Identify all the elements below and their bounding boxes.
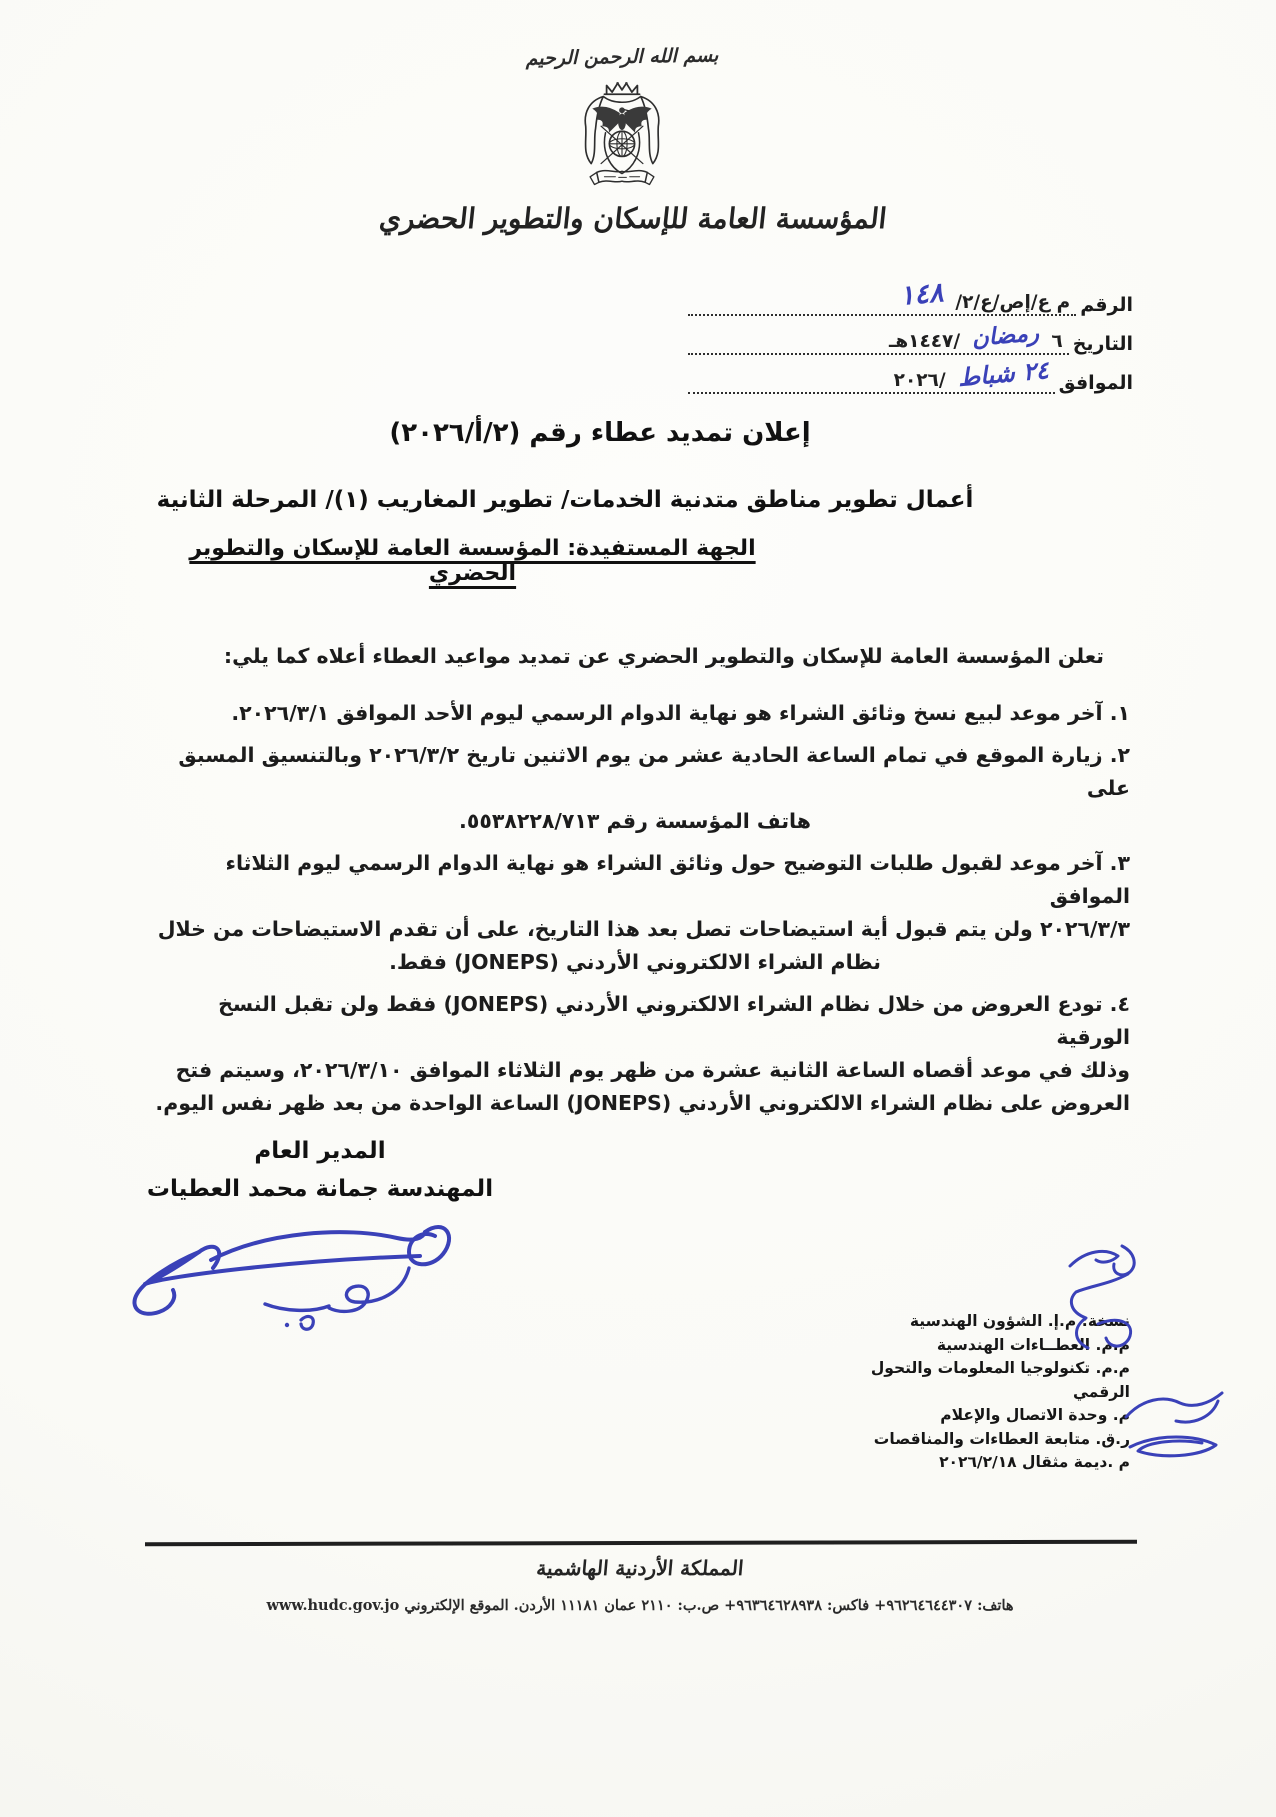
tender-subject: أعمال تطوير مناطق متدنية الخدمات/ تطوير المغاريب (١)/ المرحلة الثانية xyxy=(156,487,974,513)
list-item-3-line-2: ٢٠٢٦/٣/٣ ولن يتم قبول أية استيضاحات تصل بعد هذا التاريخ، على أن تقدم الاستيضاحات من خلال xyxy=(157,917,1130,941)
date-month-handwritten: رمضان xyxy=(970,320,1041,352)
date-day-typed: ٦ xyxy=(1051,331,1063,352)
list-item-4-line-2: وذلك في موعد أقصاه الساعة الثانية عشرة من ظهر يوم الثلاثاء الموافق ٢٠٢٦/٣/١٠، وسيتم فتح xyxy=(175,1058,1130,1082)
date-line xyxy=(688,320,1069,355)
list-item-4-line-3: العروض على نظام الشراء الالكتروني الأردني (JONEPS) الساعة الواحدة من بعد ظهر نفس اليوم. xyxy=(155,1091,1130,1115)
cc-line-6: م .ديمة مثقال ٢٠٢٦/٢/١٨ xyxy=(939,1453,1130,1471)
reference-number-row xyxy=(688,277,1133,316)
beneficiary-line: الجهة المستفيدة: المؤسسة العامة للإسكان والتطوير الحضري xyxy=(189,536,756,586)
reference-number-label: الرقم xyxy=(1080,294,1133,316)
tender-extension-title: إعلان تمديد عطاء رقم (٢/أ/٢٠٢٦) xyxy=(389,418,811,448)
footer-rule xyxy=(145,1540,1137,1546)
org-name-calligraphy: المؤسسة العامة للإسكان والتطوير الحضري xyxy=(377,202,889,235)
bismillah-calligraphy: بسم الله الرحمن الرحيم xyxy=(525,44,719,70)
cc-line-2: م.م. العطــاءات الهندسية xyxy=(936,1335,1130,1354)
list-item-2-line-2: هاتف المؤسسة رقم ٥٥٣٨٢٢٨/٧١٣. xyxy=(459,809,811,833)
cc-line-3: م.م. تكنولوجيا المعلومات والتحول الرقمي xyxy=(870,1359,1130,1401)
list-item-3-line-1: ٣. آخر موعد لقبول طلبات التوضيح حول وثائق الشراء هو نهاية الدوام الرسمي ليوم الثلاثاء الموافق xyxy=(225,851,1130,908)
list-item-3 xyxy=(140,847,1130,979)
cc-line-5: ر.ق. متابعة العطاءات والمناقصات xyxy=(873,1429,1130,1448)
signatory-name: المهندسة جمانة محمد العطيات xyxy=(146,1176,494,1202)
gregorian-handwritten: ٢٤ شباط xyxy=(956,356,1050,392)
reference-number-line xyxy=(688,277,1076,316)
list-item-2 xyxy=(140,739,1130,838)
gregorian-line xyxy=(688,356,1055,394)
reference-number-handwritten: ١٤٨ xyxy=(898,277,945,312)
list-item-2-line-1: ٢. زيارة الموقع في تمام الساعة الحادية عشر من يوم الاثنين تاريخ ٢٠٢٦/٣/٢ وبالتنسيق المسبق على xyxy=(178,743,1130,800)
date-hijri-year-typed: /١٤٤٧هـ xyxy=(889,331,961,352)
hijri-date-row xyxy=(688,320,1133,355)
cc-line-4: م. وحدة الاتصال والإعلام xyxy=(940,1406,1130,1424)
signatory-title: المدير العام xyxy=(254,1138,386,1164)
intro-paragraph: تعلن المؤسسة العامة للإسكان والتطوير الحضري عن تمديد مواعيد العطاء أعلاه كما يلي: xyxy=(223,644,1104,668)
initials-ink-lower xyxy=(1118,1383,1233,1475)
jordan-coat-of-arms-icon xyxy=(566,80,678,190)
kingdom-name: المملكة الأردنية الهاشمية xyxy=(535,1556,745,1580)
cc-line-1: نسخة: م.إ. الشؤون الهندسية xyxy=(909,1312,1130,1330)
date-label: التاريخ xyxy=(1072,333,1133,355)
reference-number-typed: م ع/إص/ع/٢/ xyxy=(955,292,1071,313)
list-item-4-line-1: ٤. تودع العروض من خلال نظام الشراء الالكتروني الأردني (JONEPS) فقط ولن تقبل النسخ الورقية xyxy=(218,992,1130,1049)
gregorian-year-typed: /٢٠٢٦ xyxy=(893,370,946,391)
gregorian-label: الموافق xyxy=(1058,372,1133,394)
tender-dates-list xyxy=(140,697,1130,1129)
footer-contact-line: هاتف: ٩٦٢٦٤٦٤٤٣٠٧+ فاكس: ٩٦٣٦٤٦٢٨٩٣٨+ ص.ب: ٢١١٠ عمان ١١١٨١ الأردن. الموقع الإلكتروني www.hudc.gov.jo xyxy=(266,1597,1014,1614)
initials-ink-upper xyxy=(1062,1240,1157,1360)
list-item-1-line-1: ١. آخر موعد لبيع نسخ وثائق الشراء هو نهاية الدوام الرسمي ليوم الأحد الموافق ٢٠٢٦/٣/١. xyxy=(231,701,1130,725)
gregorian-date-row xyxy=(688,356,1133,394)
list-item-4 xyxy=(140,988,1130,1120)
director-signature-ink xyxy=(115,1212,455,1332)
reference-block xyxy=(688,277,1133,401)
list-item-1 xyxy=(140,697,1130,730)
list-item-3-line-3: نظام الشراء الالكتروني الأردني (JONEPS) فقط. xyxy=(389,950,881,974)
